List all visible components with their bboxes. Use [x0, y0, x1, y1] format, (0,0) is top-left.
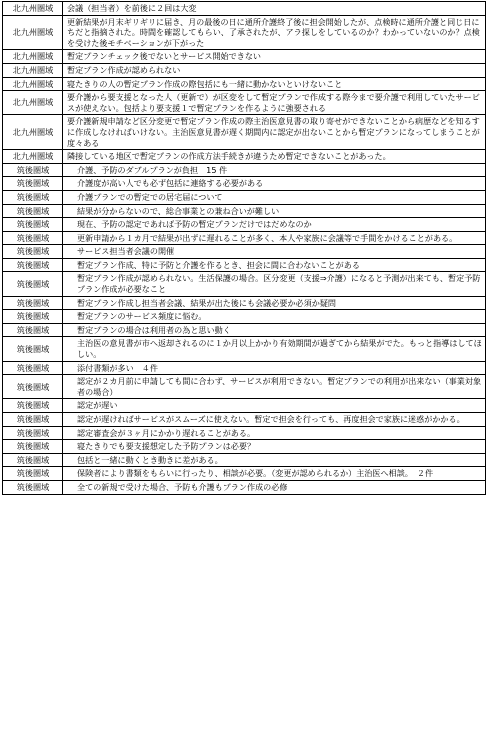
issue-text-cell: 暫定プラン作成、特に予防と介護を作るとき、担会に間に合わないことがある	[63, 258, 486, 272]
region-cell: 筑後圏域	[3, 218, 63, 232]
region-cell: 北九州圏域	[3, 2, 63, 16]
table-row	[3, 361, 486, 375]
region-cell: 筑後圏域	[3, 399, 63, 413]
issue-text-cell: 寝たきりの人の暫定プラン作成の際包括にも一緒に動かないといけないこと	[63, 77, 486, 91]
issue-text-cell: 認定審査会が３ヶ月にかかり遅れることがある。	[63, 426, 486, 440]
region-cell: 筑後圏域	[3, 375, 63, 399]
table-row	[3, 310, 486, 324]
issue-text-cell: 暫定プランのサービス頻度に悩む。	[63, 310, 486, 324]
table-row	[3, 440, 486, 454]
issue-text-cell: 介護プランでの暫定での居宅届について	[63, 190, 486, 204]
issue-text-cell: 添付書類が多い ４件	[63, 361, 486, 375]
table-row	[3, 413, 486, 427]
table-row	[3, 272, 486, 296]
region-cell: 筑後圏域	[3, 190, 63, 204]
region-cell: 筑後圏域	[3, 323, 63, 337]
table-row	[3, 258, 486, 272]
issue-text-cell: 主治医の意見書が市へ返却されるのに１か月以上かかり有効期間が過ぎてから結果がでた。もっと指導はしてほしい。	[63, 337, 486, 361]
table-row	[3, 245, 486, 259]
region-cell: 筑後圏域	[3, 480, 63, 494]
issue-text-cell: 介護度が高い人でも必ず包括に連絡する必要がある	[63, 177, 486, 191]
table-row	[3, 375, 486, 399]
region-cell: 筑後圏域	[3, 453, 63, 467]
issue-text-cell: 現在、予防の認定であれば予防の暫定プランだけではだめなのか	[63, 218, 486, 232]
table-row	[3, 337, 486, 361]
table-row	[3, 204, 486, 218]
issue-text-cell: 暫定プラン作成し担当者会議、結果が出た後にも会議必要か必須か疑問	[63, 296, 486, 310]
issue-text-cell: 包括と一緒に動くとき動きに差がある。	[63, 453, 486, 467]
table-row	[3, 115, 486, 150]
issue-text-cell: 全ての新規で受けた場合、予防も介護もプラン作成の必修	[63, 480, 486, 494]
region-cell: 筑後圏域	[3, 177, 63, 191]
region-cell: 筑後圏域	[3, 231, 63, 245]
issue-text-cell: 認定が遅い	[63, 399, 486, 413]
table-row	[3, 2, 486, 16]
issue-text-cell: 暫定プラン作成が認められない	[63, 63, 486, 77]
issue-text-cell: 更新申請から１カ月で結果が出ずに遅れることが多く、本人や家族に会議等で手間をかけることがある。	[63, 231, 486, 245]
region-cell: 筑後圏域	[3, 440, 63, 454]
region-cell: 北九州圏域	[3, 77, 63, 91]
table-row	[3, 480, 486, 494]
table-row	[3, 231, 486, 245]
table-row	[3, 150, 486, 164]
issue-text-cell: 暫定プラン作成が認められない。生活保護の場合。区分変更（支援⇒介護）になると予測が出来ても、暫定予防プラン作成が必要なこと	[63, 272, 486, 296]
issue-text-cell: 認定が２カ月前に申請しても間に合わず、サービスが利用できない。暫定プランでの利用が出来ない（事業対象者の場合）	[63, 375, 486, 399]
issue-text-cell: 更新結果が月末ギリギリに届き、月の最後の日に通所介護終了後に担会開始したが、点検時に通所介護と同じ日にちだと指摘された。時間を確認してもらい、了承されたが、アラ探しをしているのか？わかっていないのか？点検を受けた後モチベーションが下がった	[63, 15, 486, 50]
region-cell: 筑後圏域	[3, 413, 63, 427]
region-cell: 筑後圏域	[3, 361, 63, 375]
issue-text-cell: 隣接している地区で暫定プランの作成方法手続きが違うため暫定できないことがあった。	[63, 150, 486, 164]
table-row	[3, 163, 486, 177]
table-row	[3, 467, 486, 481]
table-row	[3, 453, 486, 467]
region-cell: 筑後圏域	[3, 310, 63, 324]
table-row	[3, 63, 486, 77]
table-row	[3, 50, 486, 64]
issue-text-cell: 認定が遅ければサービスがスムーズに使えない。暫定で担会を行っても、再度担会で家族に迷惑がかかる。	[63, 413, 486, 427]
region-cell: 筑後圏域	[3, 163, 63, 177]
region-cell: 北九州圏域	[3, 115, 63, 150]
region-cell: 北九州圏域	[3, 15, 63, 50]
issue-text-cell: 保険者により書類をもらいに行ったり、相談が必要。（変更が認められるか）主治医へ相談。 ２件	[63, 467, 486, 481]
region-cell: 北九州圏域	[3, 63, 63, 77]
issue-text-cell: 結果が分からないので、総合事業との兼ね合いが難しい	[63, 204, 486, 218]
region-cell: 北九州圏域	[3, 91, 63, 115]
table-row	[3, 399, 486, 413]
issue-text-cell: 要介護から要支援となった人（更新で）が区変をして暫定プランで作成する際今まで要介護で利用していたサービスが使えない。包括より要支援１で暫定プランを作るように強要される	[63, 91, 486, 115]
table-row	[3, 218, 486, 232]
issue-text-cell: 寝たきりでも要支援想定した予防プランは必要？	[63, 440, 486, 454]
region-cell: 筑後圏域	[3, 467, 63, 481]
issue-text-cell: 暫定プランチェック後でないとサービス開始できない	[63, 50, 486, 64]
region-cell: 筑後圏域	[3, 245, 63, 259]
table-row	[3, 177, 486, 191]
table-row	[3, 426, 486, 440]
issue-text-cell: 要介護新規申請など区分変更で暫定プラン作成の際主治医意見書の取り寄せができないことから病歴などを知るすに作成しなければいけない。主治医意見書が遅く期間内に認定が出ないことから暫定プランになってしまうことが度々ある	[63, 115, 486, 150]
region-cell: 筑後圏域	[3, 204, 63, 218]
table-row	[3, 77, 486, 91]
region-cell: 北九州圏域	[3, 50, 63, 64]
table-row	[3, 190, 486, 204]
table-row	[3, 91, 486, 115]
region-cell: 筑後圏域	[3, 258, 63, 272]
issue-text-cell: 暫定プランの場合は利用者の為と思い動く	[63, 323, 486, 337]
issues-table-body	[3, 2, 486, 495]
table-row	[3, 296, 486, 310]
region-cell: 北九州圏域	[3, 150, 63, 164]
region-cell: 筑後圏域	[3, 337, 63, 361]
issue-text-cell: サービス担当者会議の開催	[63, 245, 486, 259]
table-row	[3, 323, 486, 337]
region-cell: 筑後圏域	[3, 272, 63, 296]
issue-text-cell: 会議（担当者）を前後に２回は大変	[63, 2, 486, 16]
issue-text-cell: 介護、予防のダブルプランが負担 15 件	[63, 163, 486, 177]
table-row	[3, 15, 486, 50]
issues-table	[2, 1, 486, 495]
region-cell: 筑後圏域	[3, 426, 63, 440]
region-cell: 筑後圏域	[3, 296, 63, 310]
